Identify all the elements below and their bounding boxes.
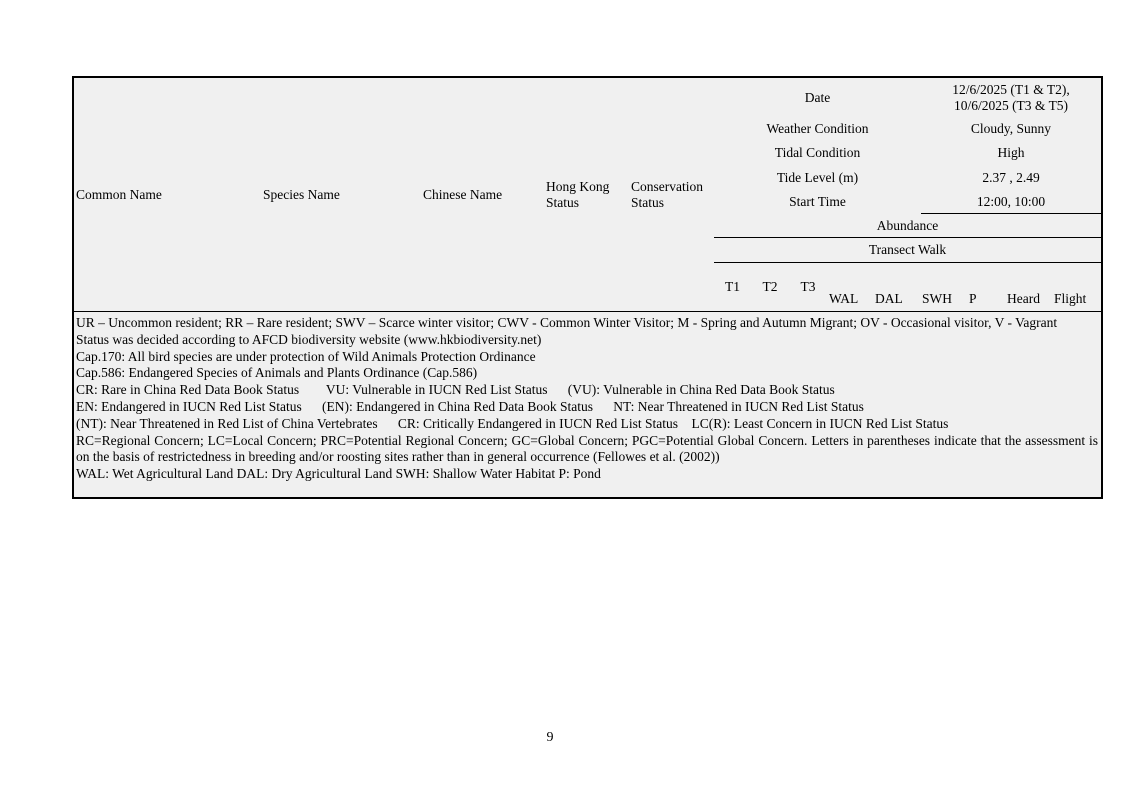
- abundance-header: [714, 214, 1103, 239]
- info-value-tide-level: [921, 165, 1103, 191]
- info-label-tidal-text: Tidal Condition: [774, 145, 861, 160]
- header-species-name: [261, 76, 422, 312]
- info-value-start-time-text: 12:00, 10:00: [976, 193, 1046, 209]
- header-common-name-label: Common Name: [76, 186, 162, 202]
- header-hk-status-label: Hong Kong Status: [546, 178, 610, 210]
- note-nt-cr-lc: (NT): Near Threatened in Red List of China Vertebrates CR: Critically Endangered in IUCN Red List Status LC(R): Least Concern in IUCN Red List Status: [76, 415, 949, 431]
- abundance-label: Abundance: [876, 217, 939, 233]
- info-label-tide-level-text: Tide Level (m): [776, 169, 859, 185]
- note-concern-codes: RC=Regional Concern; LC=Local Concern; PRC=Potential Regional Concern; GC=Global Concern; PGC=Potential Global Concern. Letters in parentheses indicate that the assessment is on the basis of restrictedness in breeding and/or roosting sites rather than in general occurrence (Fellowes et al. (2002)): [76, 432, 1098, 465]
- habitat-flight: [1052, 287, 1103, 312]
- info-label-tide-level: [714, 165, 922, 191]
- header-hk-status: [544, 76, 630, 312]
- habitat-flight-label: Flight: [1054, 291, 1087, 306]
- info-value-start-time: [921, 190, 1103, 215]
- table-notes: [72, 311, 1103, 499]
- habitat-swh: [920, 287, 968, 312]
- page-number: 9: [546, 730, 554, 745]
- note-cr-vu: CR: Rare in China Red Data Book Status VU: Vulnerable in IUCN Red List Status (VU): Vulnerable in China Red Data Book Status: [76, 382, 835, 398]
- habitat-p-label: P: [969, 291, 977, 306]
- transect-t3-label: T3: [800, 279, 816, 294]
- habitat-wal-label: WAL: [829, 291, 859, 306]
- info-label-weather-text: Weather Condition: [766, 121, 869, 136]
- transect-t3: [789, 263, 828, 312]
- info-value-weather: [921, 117, 1103, 142]
- transect-walk-label: Transect Walk: [868, 242, 947, 257]
- note-cap586: Cap.586: Endangered Species of Animals and Plants Ordinance (Cap.586): [76, 365, 478, 381]
- habitat-heard-label: Heard: [1007, 291, 1040, 306]
- info-label-tidal: [714, 141, 922, 166]
- info-label-weather: [714, 117, 922, 142]
- note-status-codes: UR – Uncommon resident; RR – Rare resident; SWV – Scarce winter visitor; CWV - Common Winter Visitor; M - Spring and Autumn Migrant; OV - Occasional visitor, V - Vagrant: [76, 315, 1058, 330]
- info-label-date-text: Date: [804, 89, 831, 105]
- info-value-tidal-text: High: [997, 145, 1025, 160]
- transect-t1: [714, 263, 752, 312]
- info-value-tidal: [921, 141, 1103, 166]
- transect-walk-header: [714, 238, 1103, 264]
- note-afcd-source: Status was decided according to AFCD biodiversity website (www.hkbiodiversity.net): [76, 331, 542, 347]
- note-cap170: Cap.170: All bird species are under protection of Wild Animals Protection Ordinance: [76, 348, 536, 364]
- info-label-start-time: [714, 190, 922, 215]
- habitat-dal: [873, 287, 921, 312]
- info-value-date-text: 12/6/2025 (T1 & T2), 10/6/2025 (T3 & T5): [952, 81, 1070, 113]
- habitat-swh-label: SWH: [922, 291, 952, 306]
- habitat-header-blank: [827, 263, 1103, 288]
- header-conservation-status-label: Conservation Status: [631, 178, 703, 210]
- note-en-nt: EN: Endangered in IUCN Red List Status (EN): Endangered in China Red Data Book Status NT: Near Threatened in IUCN Red List Status: [76, 398, 864, 414]
- transect-t2: [751, 263, 790, 312]
- info-value-tide-level-text: 2.37 , 2.49: [982, 169, 1040, 185]
- header-species-name-label: Species Name: [263, 186, 340, 202]
- info-label-date: [714, 76, 922, 118]
- info-value-weather-text: Cloudy, Sunny: [970, 121, 1052, 136]
- info-label-start-time-text: Start Time: [789, 194, 846, 209]
- habitat-p: [967, 287, 1006, 312]
- habitat-dal-label: DAL: [875, 291, 903, 306]
- habitat-heard: [1005, 287, 1053, 312]
- header-common-name: [72, 76, 262, 312]
- habitat-wal: [827, 287, 874, 312]
- transect-t2-label: T2: [762, 279, 778, 294]
- header-chinese-name: [421, 76, 545, 312]
- transect-t1-label: T1: [725, 279, 740, 294]
- header-conservation-status: [629, 76, 715, 312]
- info-value-date: [921, 76, 1103, 118]
- note-habitat-codes: WAL: Wet Agricultural Land DAL: Dry Agricultural Land SWH: Shallow Water Habitat P: Pond: [76, 466, 601, 482]
- header-chinese-name-label: Chinese Name: [423, 186, 503, 202]
